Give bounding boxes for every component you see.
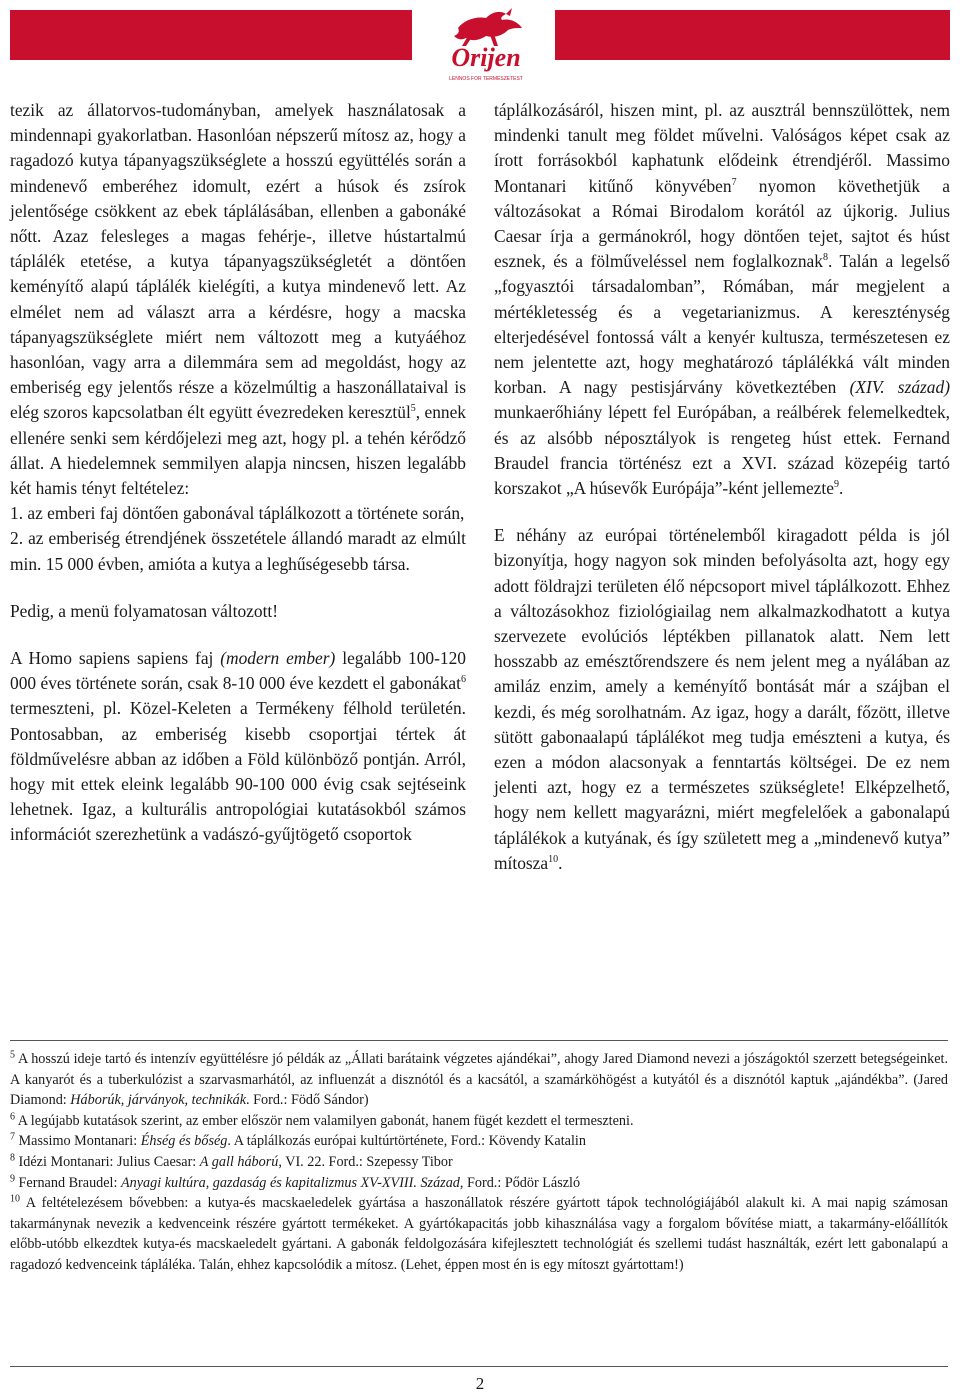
left-column	[10, 98, 466, 848]
header-red-bar-right	[555, 10, 950, 60]
footnote-ref[interactable]: 5	[410, 403, 416, 415]
footnote-ref[interactable]: 7	[731, 176, 737, 188]
page-number: 2	[475, 1374, 485, 1393]
paragraph: A Homo sapiens sapiens faj (modern ember) legalább 100-120 000 éves története során, csak 8-10 000 éve kezdett el gabonákat$^6$ termeszteni, pl. Közel-Keleten a Termékeny félhold területén. Pontosabban, az emberiség kisebb csoportjai tértek át földművelésre abban az időben a Föld különböző pontján. Arról, hogy mit ettek eleink legalább 90-100 000 évig csak sejtéseink lehetnek. Igaz, a kulturális antropológiai kutatásokból számos információt szerezhetünk a vadászó-gyűjtögető csoportok	[10, 648, 466, 845]
page-bottom-divider	[10, 1366, 948, 1367]
footnote-5: $^5$ A hosszú ideje tartó és intenzív együttélésre jó példák az „Állati barátaink végzetes ajándékai”, ahogy Jared Diamond nevezi a jószágoktól szerzett betegségeinket. A kanyarót és a tuberkulózist a szarvasmarhától, az influenzát a disznótól és a kacsától, a szamárköhögést a kutyától és a disznótól kaptuk „ajándékba”. (Jared Diamond: Háborúk, járványok, technikák. Ford.: Födő Sándor)	[10, 1049, 948, 1109]
footnote-9: $^9$ Fernand Braudel: Anyagi kultúra, gazdaság és kapitalizmus XV-XVIII. Század, Ford.: Pődör László	[10, 1172, 581, 1191]
list-item: 1. az emberi faj döntően gabonával táplálkozott a története során,	[10, 503, 465, 524]
footnote-10: $^{10}$ A feltételezésem bővebben: a kutya-és macskaeledelek gyártása a haszonállatok részére gyártott tápok technológiájából alakult ki. A mai napig számosan takarmánynak nevezik a kedvenceink részére gyártott termékeket. A gyártókapacitás jobb kihasználása vagy a forgalom bővítése miatt, a takarmány-előállítók előbb-utóbb elkezdtek kutya-és macskaeledelt gyártani. A gabonák feldolgozására kifejlesztett technológiát és szellemi tudást használták, ezért lett gabonalapú a ragadozó kedvenceink tápláléka. Talán, ehhez kapcsolódik a mítosz. (Lehet, éppen most én is egy mítoszt gyártottam!)	[10, 1193, 948, 1273]
paragraph: táplálkozásáról, hiszen mint, pl. az ausztrál bennszülöttek, nem mindenki tanult meg földet művelni. Valóságos képet csak az írott forrásokból kaphatunk elődeink étrendjéről. Massimo Montanari kitűnő könyvében$^7$ nyomon követhetjük a változásokat a Római Birodalom korától az újkorig. Julius Caesar írja a germánokról, hogy döntően tejet, sajtot és húst esznek, és a fölműveléssel nem foglalkoznak$^8$. Talán a legelső „fogyasztói társadalomban”, Rómában, már megjelent a mértékletesség és a vegetarianizmus. A kereszténység elterjedésével fontossá vált a kenyér kultusza, természetesen ez nem jelentette azt, hogy meghatározó táplálékká vált minden korban. A nagy pestisjárvány következtében (XIV. század) munkaerőhiány lépett fel Európában, a reálbérek felemelkedtek, és az alsóbb néposztályok is rengeteg húst ettek. Fernand Braudel francia történész ezt a XVI. század közepéig tartó korszakot „A húsevők Európája”-ként jellemezte$^9$.	[494, 100, 951, 499]
right-column	[494, 98, 950, 876]
paragraph: tezik az állatorvos-tudományban, amelyek használatosak a mindennapi gyakorlatban. Hasonlóan népszerű mítosz az, hogy a ragadozó kutya tápanyagszükséglete a hosszú együttélés során a mindenevő emberéhez idomult, ezért a húsok és zsírok jelentősége csökkent az ebek táplálásában, ellenben a gabonáké nőtt. Azaz felesleges a magas fehérje-, illetve hústartalmú táplálék etetése, a kutya tápanyagszükségletét a döntően keményítő alapú táplálék kielégíti, a kutya mindenevő lett. Az elmélet nem ad választ arra a kérdésre, hogy a macska tápanyagszükséglete miért nem változott meg a kutyáéhoz hasonlóan, vagy arra a dilemmára sem ad megoldást, hogy az emberiség egy jelentős része a közelmúltig a haszonállataival is elég szoros kapcsolatban élt együtt évezredeken keresztül$^5$, ennek ellenére senki sem kérdőjelezi meg azt, hogy pl. a tehén kérődző állat. A hiedelemnek semmilyen alapja nincsen, hiszen legalább két hamis tényt feltételez:	[10, 100, 467, 499]
logo-wordmark: Orijen	[451, 43, 521, 72]
footnote-ref[interactable]: 9	[833, 479, 839, 491]
footnote-ref[interactable]: 10	[548, 854, 559, 866]
orijen-logo	[428, 6, 544, 86]
footnote-6: $^6$ A legújabb kutatások szerint, az ember először nem valamilyen gabonát, hanem fügét kezdett el termeszteni.	[10, 1111, 634, 1129]
header-red-bar-left	[10, 10, 412, 60]
logo-tagline: LENNOS FOR TERMÉSZETEST	[449, 76, 523, 82]
footnotes	[10, 1049, 948, 1276]
footnote-ref[interactable]: 6	[461, 674, 466, 686]
footnote-divider	[10, 1040, 948, 1041]
footnote-8: $^8$ Idézi Montanari: Julius Caesar: A gall háború, VI. 22. Ford.: Szepessy Tibor	[10, 1152, 453, 1170]
footnote-ref[interactable]: 8	[822, 252, 828, 264]
footnote-7: $^7$ Massimo Montanari: Éhség és bőség. A táplálkozás európai kultúrtörténete, Ford.: Kövendy Katalin	[10, 1131, 586, 1150]
paragraph: E néhány az európai történelemből kiragadott példa is jól bizonyítja, hogy nagyon sok minden befolyásolta azt, hogy egy adott földrajzi területen élő népcsoport mivel táplálkozott. Ehhez a változásokhoz fiziológiailag nem alkalmazkodhatott a kutya szervezete evolúciós léptékben pillanatok alatt. Nem lett hosszabb az emésztőrendszere és nem jelent meg a nyálában az amiláz enzim, amely a keményítő bontását már a szájban el kezdi, és még sorolhatnám. Az igaz, hogy a darált, főzött, illetve sütött gabonaalapú táplálékot meg tudja emészteni a kutya, és ezen a módon alacsonyak a fenntartás költségei. De ez nem jelenti azt, hogy ez a természetes szükséglete! Elképzelhető, hogy nem kellett magyarázni, miért megfelelőek a gabonalapú táplálékok a kutyának, és így született meg a „mindenevő kutya” mítosza$^{10}$.	[494, 525, 950, 873]
list-item: 2. az emberiség étrendjének összetétele állandó maradt az elmúlt min. 15 000 évben, amióta a kutya a leghűségesebb társa.	[10, 528, 466, 574]
paragraph: Pedig, a menü folyamatosan változott!	[10, 600, 279, 621]
